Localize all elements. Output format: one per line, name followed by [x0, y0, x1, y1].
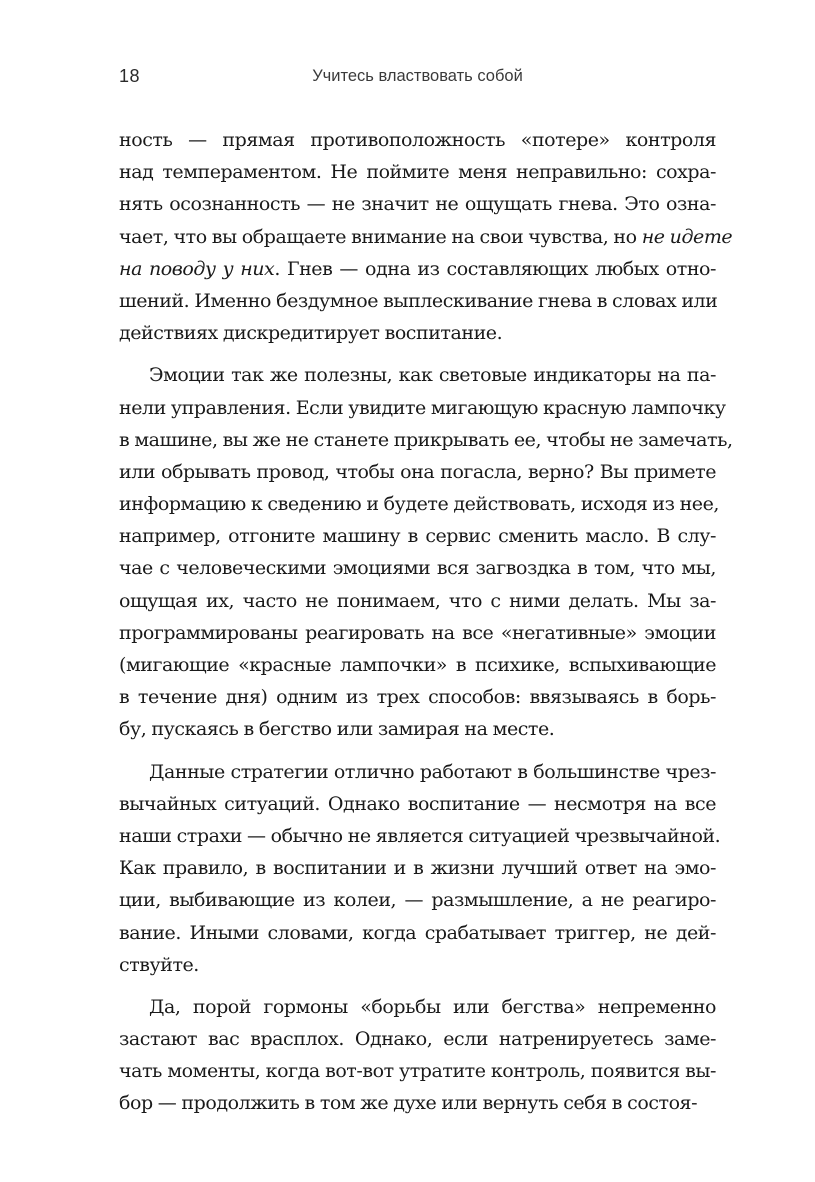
text-line: ции, выбивающие из колеи, — размышление, а не реагиро- — [119, 889, 716, 912]
text-line: Данные стратегии отлично работают в большинстве чрез- — [149, 760, 716, 783]
text-line: в течение дня) одним из трех способов: ввязываясь в борь- — [119, 686, 716, 709]
italic-run: не идете — [641, 225, 733, 248]
text-line: действиях дискредитирует воспитание. — [119, 322, 503, 345]
text-line: ствуйте. — [119, 953, 199, 976]
text-line: вычайных ситуаций. Однако воспитание — несмотря на все — [119, 792, 716, 815]
running-title: Учитесь властвовать собой — [312, 67, 523, 85]
running-head — [119, 66, 716, 94]
text-line: или обрывать провод, чтобы она погасла, верно? Вы примете — [119, 460, 716, 483]
text-line: нели управления. Если увидите мигающую красную лампочку — [119, 396, 726, 419]
paragraph — [119, 359, 733, 745]
text-line: нять осознанность — не значит не ощущать гнева. Это озна- — [119, 193, 716, 216]
text-line — [119, 221, 733, 253]
text-line: информацию к сведению и будете действовать, исходя из нее, — [119, 493, 719, 516]
paragraph-gap — [119, 981, 716, 991]
text-run: . Гнев — одна из составляющих любых отно- — [274, 257, 717, 280]
text-run: чает, что вы обращаете внимание на свои чувства, но — [119, 225, 642, 248]
text-line: чать моменты, когда вот-вот утратите контроль, появится вы- — [119, 1060, 716, 1083]
body-text — [119, 124, 733, 1120]
paragraph-gap — [119, 746, 716, 756]
text-line: наши страхи — обычно не является ситуацией чрезвычайной. — [119, 824, 721, 847]
text-line: в машине, вы же не станете прикрывать ее, чтобы не замечать, — [119, 428, 733, 451]
page-number: 18 — [119, 66, 141, 86]
text-line: бор — продолжить в том же духе или вернуть себя в состоя- — [119, 1092, 698, 1115]
text-line: например, отгоните машину в сервис сменить масло. В слу- — [119, 525, 716, 548]
text-line: вание. Иными словами, когда срабатывает триггер, не дей- — [119, 921, 716, 944]
text-line: застают вас врасплох. Однако, если натренируетесь заме- — [119, 1028, 716, 1051]
text-line: (мигающие «красные лампочки» в психике, вспыхивающие — [119, 654, 716, 676]
text-line: над темпераментом. Не поймите меня неправильно: сохра- — [119, 161, 716, 184]
text-line — [119, 253, 716, 285]
text-line: чае с человеческими эмоциями вся загвоздка в том, что мы, — [119, 557, 716, 580]
text-line: ощущая их, часто не понимаем, что с ними делать. Мы за- — [119, 589, 716, 612]
paragraph — [119, 756, 721, 981]
italic-run: на поводу у них — [119, 257, 275, 280]
text-line: Да, порой гормоны «борьбы или бегства» непременно — [149, 995, 716, 1018]
text-line: Как правило, в воспитании и в жизни лучший ответ на эмо- — [119, 857, 716, 880]
text-line: шений. Именно бездумное выплескивание гнева в словах или — [119, 289, 718, 312]
text-line: бу, пускаясь в бегство или замирая на месте. — [119, 718, 555, 741]
paragraph — [119, 991, 716, 1120]
text-line: Эмоции так же полезны, как световые индикаторы на па- — [149, 364, 716, 387]
text-line: ность — прямая противоположность «потере» контроля — [119, 129, 716, 151]
text-line: программированы реагировать на все «негативные» эмоции — [119, 621, 716, 644]
paragraph — [119, 124, 733, 349]
paragraph-gap — [119, 349, 716, 359]
